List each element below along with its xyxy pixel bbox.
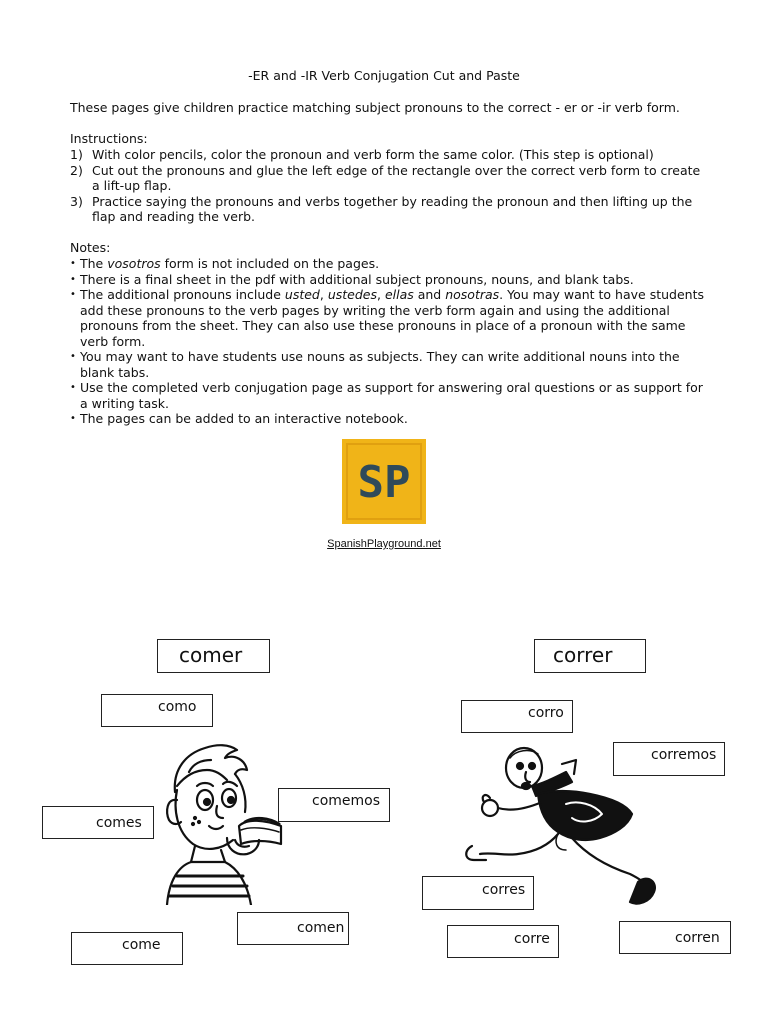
note-item (70, 411, 710, 427)
note-emphasis: vosotros (107, 256, 161, 271)
instruction-text: Cut out the pronouns and glue the left edge of the rectangle over the correct verb form to create a lift-up flap. (92, 162, 701, 193)
running-man-illustration (462, 742, 662, 912)
verb-label: comer (179, 643, 243, 667)
note-emphasis: ellas (384, 287, 414, 302)
form-label: corre (514, 931, 550, 947)
note-text: The additional pronouns include (80, 287, 285, 302)
instructions-list (70, 147, 710, 225)
sp-logo (342, 439, 426, 524)
form-tab-como[interactable] (101, 694, 213, 727)
boy-eating-illustration (155, 740, 295, 905)
note-text: The pages can be added to an interactive notebook. (80, 411, 408, 426)
form-label: come (122, 937, 161, 953)
form-tab-come[interactable] (71, 932, 183, 965)
bullet: • (70, 289, 76, 300)
instruction-item (70, 147, 710, 163)
instruction-item (70, 194, 710, 225)
bullet: • (70, 273, 76, 285)
verb-box-correr (534, 639, 646, 673)
note-emphasis: ustedes (327, 287, 377, 302)
instruction-number: 3) (70, 193, 83, 209)
note-text: , (319, 287, 328, 302)
note-text: You may want to have students use nouns as subjects. They can write additional nouns into the blank tabs. (80, 349, 680, 380)
form-label: comemos (312, 793, 381, 809)
note-item (70, 349, 710, 380)
instruction-text: With color pencils, color the pronoun and verb form the same color. (This step is optional) (92, 147, 654, 162)
note-item (70, 256, 710, 272)
sp-logo-icon (342, 439, 426, 524)
form-label: corremos (651, 747, 717, 763)
note-text: . You may want to have students add these pronouns to the verb pages by writing the verb form again and using the additional pronouns from the sheet. They can also use these pronouns in place of a pronoun with the same verb form. (80, 287, 704, 349)
bullet: • (70, 351, 76, 362)
instruction-text: Practice saying the pronouns and verbs together by reading the pronoun and then lifting up the flap and reading the verb. (92, 193, 693, 224)
note-text: and (413, 287, 446, 302)
form-tab-comen[interactable] (237, 912, 349, 945)
bullet: • (70, 413, 76, 424)
note-text: The (80, 256, 108, 271)
form-tab-comes[interactable] (42, 806, 154, 839)
note-text: form is not included on the pages. (160, 256, 380, 271)
bullet: • (70, 382, 76, 393)
form-label: corro (528, 705, 564, 721)
intro-text: These pages give children practice matching subject pronouns to the correct - er or -ir verb form. (70, 100, 680, 115)
note-text: There is a final sheet in the pdf with additional subject pronouns, nouns, and blank tabs. (80, 271, 634, 287)
form-tab-corro[interactable] (461, 700, 573, 733)
note-text: Use the completed verb conjugation page as support for answering oral questions or as support for a writing task. (80, 380, 703, 411)
form-tab-corren[interactable] (619, 921, 731, 954)
form-tab-corre[interactable] (447, 925, 559, 958)
notes-list (70, 256, 710, 427)
bullet: • (70, 258, 76, 269)
verb-box-comer (157, 639, 270, 673)
note-text: , (376, 287, 385, 302)
form-label: corren (675, 930, 720, 946)
note-emphasis: usted (284, 287, 320, 302)
note-item (70, 287, 710, 349)
form-label: comen (297, 920, 345, 936)
instruction-item (70, 163, 710, 194)
note-emphasis: nosotras (445, 287, 500, 302)
logo-letters: SP (357, 457, 411, 508)
form-label: comes (96, 815, 142, 831)
site-link[interactable]: SpanishPlayground.net (327, 538, 441, 550)
instructions-heading: Instructions: (70, 131, 148, 146)
instruction-number: 2) (70, 162, 83, 178)
form-label: como (158, 699, 197, 715)
form-label: corres (482, 882, 526, 898)
note-item (70, 380, 710, 411)
notes-heading: Notes: (70, 240, 111, 255)
page-title: -ER and -IR Verb Conjugation Cut and Paste (248, 68, 520, 83)
note-item (70, 272, 710, 288)
instruction-number: 1) (70, 147, 83, 162)
verb-label: correr (553, 643, 613, 667)
